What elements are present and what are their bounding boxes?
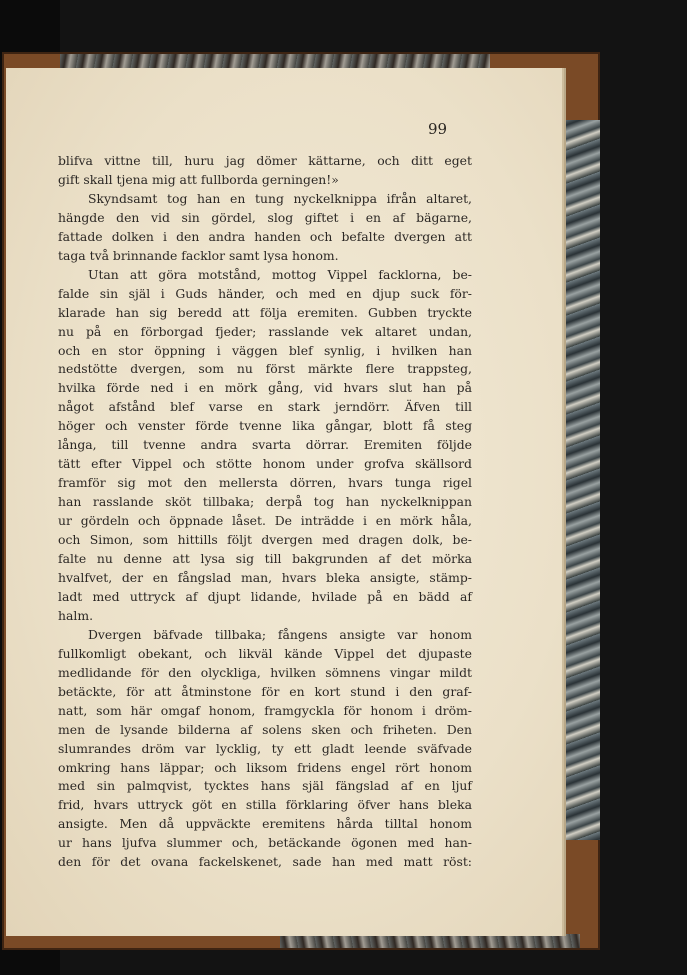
text-line: fattade dolken i den andra handen och befalte dvergen att (58, 228, 472, 244)
text-line: betäckte, för att åtminstone för en kort stund i den graf- (58, 683, 472, 699)
text-line: nu på en förborgad fjeder; rasslande vek altaret undan, (58, 323, 472, 339)
text-line: nedstötte dvergen, som nu först märkte flere trappsteg, (58, 361, 472, 377)
text-line: klarade han sig beredd att följa eremiten. Gubben tryckte (58, 304, 472, 320)
text-line: frid, hvars uttryck göt en stilla förklaring öfver hans bleka (58, 797, 472, 813)
text-line: höger och venster förde tvenne lika gångar, blott få steg (58, 418, 472, 434)
text-line: natt, som här omgaf honom, framgyckla för honom i dröm- (58, 702, 472, 718)
marbled-endpaper-bottom (280, 934, 580, 948)
text-line: den för det ovana fackelskenet, sade han med matt röst: (58, 854, 472, 870)
text-line: med sin palmqvist, tycktes hans själ fängslad af en ljuf (58, 778, 472, 794)
text-line: hvalfvet, der en fångslad man, hvars bleka ansigte, stämp- (58, 569, 472, 585)
text-line: ansigte. Men då uppväckte eremitens hårda tilltal honom (58, 816, 472, 832)
text-line: omkring hans läppar; och liksom fridens engel rört honom (58, 759, 472, 775)
text-line: halm. (58, 607, 94, 623)
text-line: framför sig mot den mellersta dörren, hvars tunga rigel (58, 475, 472, 491)
text-line: Dvergen bäfvade tillbaka; fångens ansigte var honom (88, 626, 472, 642)
text-line: fullkomligt obekant, och likväl kände Vippel det djupaste (58, 645, 472, 661)
text-line: något afstånd blef varse en stark jerndörr. Äfven till (58, 399, 472, 415)
marbled-endpaper-top (60, 54, 490, 68)
text-line: ur hans ljufva slummer och, betäckande ögonen med han- (58, 835, 472, 851)
text-line: slumrandes dröm var lycklig, ty ett gladt leende sväfvade (58, 740, 472, 756)
text-line: tätt efter Vippel och stötte honom under grofva skällsord (58, 456, 472, 472)
text-line: ur gördeln och öppnade låset. De inträdde i en mörk håla, (58, 513, 472, 529)
text-line: medlidande för den olyckliga, hvilken sömnens vingar mildt (58, 664, 472, 680)
text-line: Utan att göra motstånd, mottog Vippel facklorna, be- (88, 266, 472, 282)
text-line: och Simon, som hittills följt dvergen med dragen dolk, be- (58, 532, 472, 548)
text-line: taga två brinnande facklor samt lysa honom. (58, 247, 339, 263)
text-line: falde sin själ i Guds händer, och med en djup suck för- (58, 285, 472, 301)
text-line: falte nu denne att lysa sig till bakgrunden af det mörka (58, 551, 472, 567)
text-line: långa, till tvenne andra svarta dörrar. Eremiten följde (58, 437, 472, 453)
text-line: blifva vittne till, huru jag dömer kättarne, och ditt eget (58, 153, 472, 168)
body-text (58, 152, 472, 872)
text-line: Skyndsamt tog han en tung nyckelknippa ifrån altaret, (88, 190, 472, 206)
text-line: ladt med uttryck af djupt lidande, hvilade på en bädd af (58, 588, 472, 604)
text-line: och en stor öppning i väggen blef synlig, i hvilken han (58, 342, 472, 358)
page-number: 99 (428, 120, 448, 138)
marbled-endpaper-edge (560, 120, 600, 840)
text-line: men de lysande bilderna af solens sken och friheten. Den (58, 721, 472, 737)
text-line: han rasslande sköt tillbaka; derpå tog han nyckelknippan (58, 494, 472, 510)
text-line: hängde den vid sin gördel, slog giftet i en af bägarne, (58, 209, 472, 225)
text-line: hvilka förde ned i en mörk gång, vid hvars slut han på (58, 380, 472, 396)
text-line: gift skall tjena mig att fullborda gerningen!» (58, 171, 339, 187)
